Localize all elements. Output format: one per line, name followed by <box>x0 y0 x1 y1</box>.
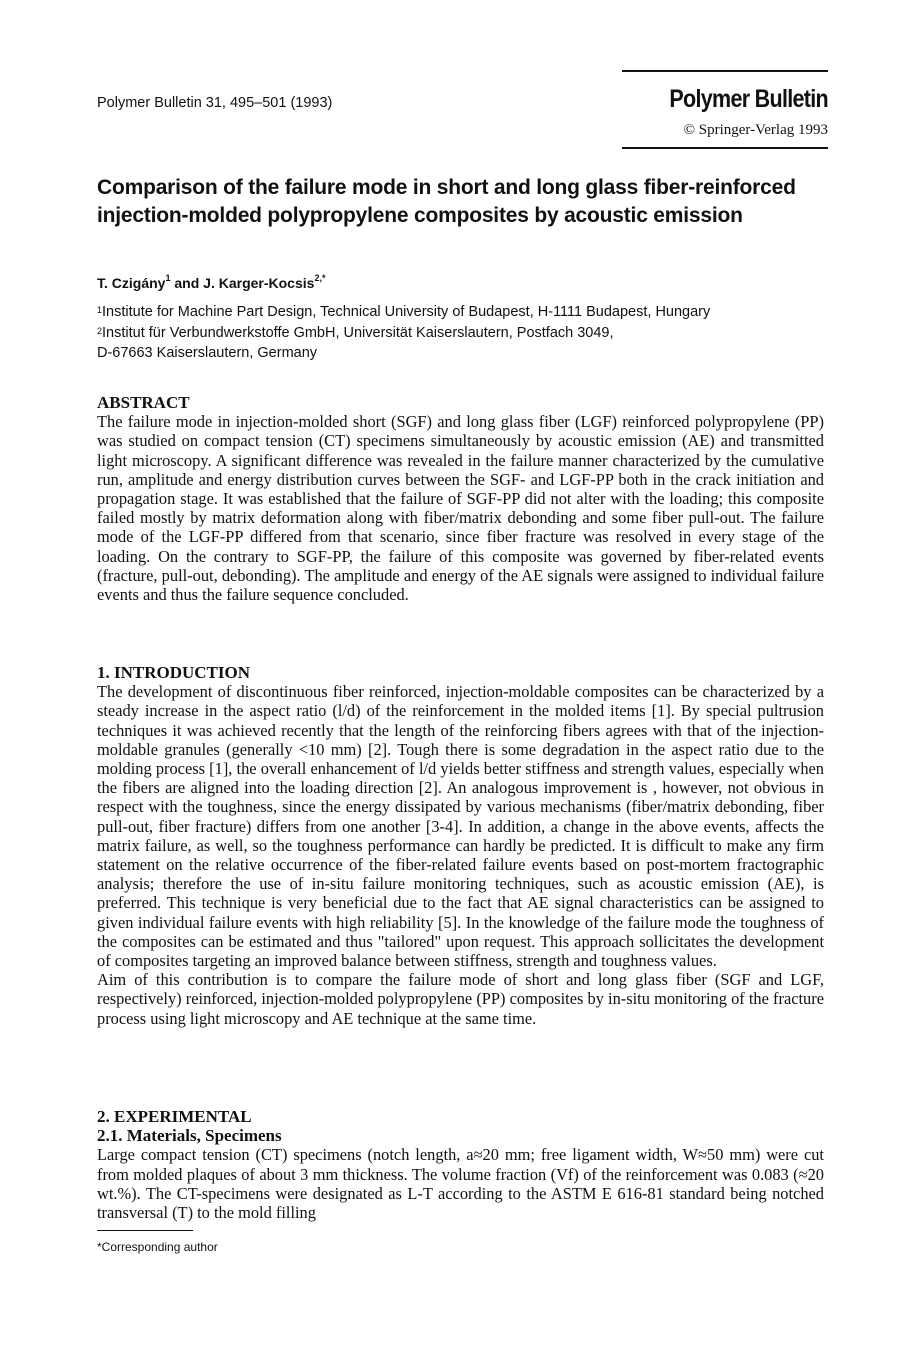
author-line <box>97 275 325 291</box>
introduction-section <box>97 663 824 1028</box>
affiliation-2-sup: 2 <box>97 326 103 336</box>
affiliation-1-text: Institute for Machine Part Design, Technical University of Budapest, H-1111 Budapest, Hungary <box>102 304 711 320</box>
experimental-section <box>97 1107 824 1222</box>
introduction-paragraph-2: Aim of this contribution is to compare the failure mode of short and long glass fiber (SGF and LGF, respectively) reinforced, injection-molded polypropylene (PP) composites by in-situ monitoring of the fracture process using light microscopy and AE technique at the same time. <box>97 970 824 1028</box>
materials-subheading: 2.1. Materials, Specimens <box>97 1126 282 1146</box>
copyright-line: © Springer-Verlag 1993 <box>683 122 828 138</box>
affiliation-3-text: D-67663 Kaiserslautern, Germany <box>97 345 318 361</box>
affiliation-1 <box>97 303 837 322</box>
abstract-heading: ABSTRACT <box>97 393 190 412</box>
author-2-sup: 2,* <box>314 273 326 283</box>
author-1: T. Czigány <box>97 275 166 291</box>
author-1-sup: 1 <box>165 273 171 283</box>
masthead-rule-top <box>622 70 828 72</box>
journal-masthead <box>622 70 828 149</box>
affiliation-2 <box>97 324 837 343</box>
affiliation-3 <box>97 344 837 363</box>
abstract-section <box>97 393 824 604</box>
introduction-paragraph-1: The development of discontinuous fiber reinforced, injection-moldable composites can be characterized by a steady increase in the aspect ratio (l/d) of the reinforcement in the molded items [1]. By special pultrusion techniques it was achieved recently that the length of the reinforcing fibers agrees with that of the injection-moldable granules (generally <10 mm) [2]. Tough there is some degradation in the aspect ratio due to the molding process [1], the overall enhancement of l/d yields better stiffness and strength values, especially when the fibers are aligned into the loading direction [2]. An analogous improvement is , however, not obvious in respect with the toughness, since the energy dissipated by various mechanisms (fiber/matrix debonding, fiber pull-out, fiber fracture) differs from one another [3-4]. In addition, a change in the above events, affects the matrix failure, as well, so the toughness performance can hardly be predicted. It is difficult to make any firm statement on the relative occurrence of the fiber-related failure events based on post-mortem fractographic analysis; therefore the use of in-situ failure monitoring techniques, such as acoustic emission (AE), is preferred. This technique is very beneficial due to the fact that AE signal characteristics can be assigned to given individual failure events with high reliability [5]. In the knowledge of the failure mode the toughness of the composites can be estimated and thus "tailored" upon request. This approach sollicitates the development of composites targeting an improved balance between stiffness, strength and toughness values. <box>97 682 824 971</box>
introduction-heading: 1. INTRODUCTION <box>97 663 251 682</box>
paper-title: Comparison of the failure mode in short and long glass fiber-reinforced injection-molded polypropylene composites by acoustic emission <box>97 176 796 227</box>
footnote: *Corresponding author <box>97 1240 218 1254</box>
affiliation-1-sup: 1 <box>97 305 103 315</box>
author-and: and <box>170 275 204 291</box>
experimental-paragraph-1: Large compact tension (CT) specimens (notch length, a≈20 mm; free ligament width, W≈50 mm) were cut from molded plaques of about 3 mm thickness. The volume fraction (Vf) of the reinforcement was 0.083 (≈20 wt.%). The CT-specimens were designated as L-T according to the ASTM E 616-81 standard being notched transversal (T) to the mold filling <box>97 1145 824 1223</box>
masthead-rule-bottom <box>622 147 828 149</box>
journal-name: Polymer Bulletin <box>669 85 828 113</box>
journal-citation: Polymer Bulletin 31, 495–501 (1993) <box>97 95 333 111</box>
footnote-rule <box>97 1230 193 1231</box>
author-2: J. Karger-Kocsis <box>203 275 315 291</box>
abstract-text: The failure mode in injection-molded short (SGF) and long glass fiber (LGF) reinforced polypropylene (PP) was studied on compact tension (CT) specimens simultaneously by acoustic emission (AE) and transmitted light microscopy. A significant difference was revealed in the failure manner characterized by the cumulative run, amplitude and energy distribution curves between the SGF- and LGF-PP both in the crack initiation and propagation stage. It was established that the failure of SGF-PP did not alter with the loading; this composite failed mostly by matrix deformation along with fiber/matrix debonding and some fiber pull-out. The failure mode of the LGF-PP differed from that scenario, since fiber fracture was resolved in every stage of the loading. On the contrary to SGF-PP, the failure of this composite was governed by fiber-related events (fracture, pull-out, debonding). The amplitude and energy of the AE signals were assigned to individual failure events and thus the failure sequence concluded. <box>97 412 824 605</box>
affiliation-2-text: Institut für Verbundwerkstoffe GmbH, Universität Kaiserslautern, Postfach 3049, <box>102 325 614 341</box>
experimental-heading: 2. EXPERIMENTAL <box>97 1107 252 1126</box>
